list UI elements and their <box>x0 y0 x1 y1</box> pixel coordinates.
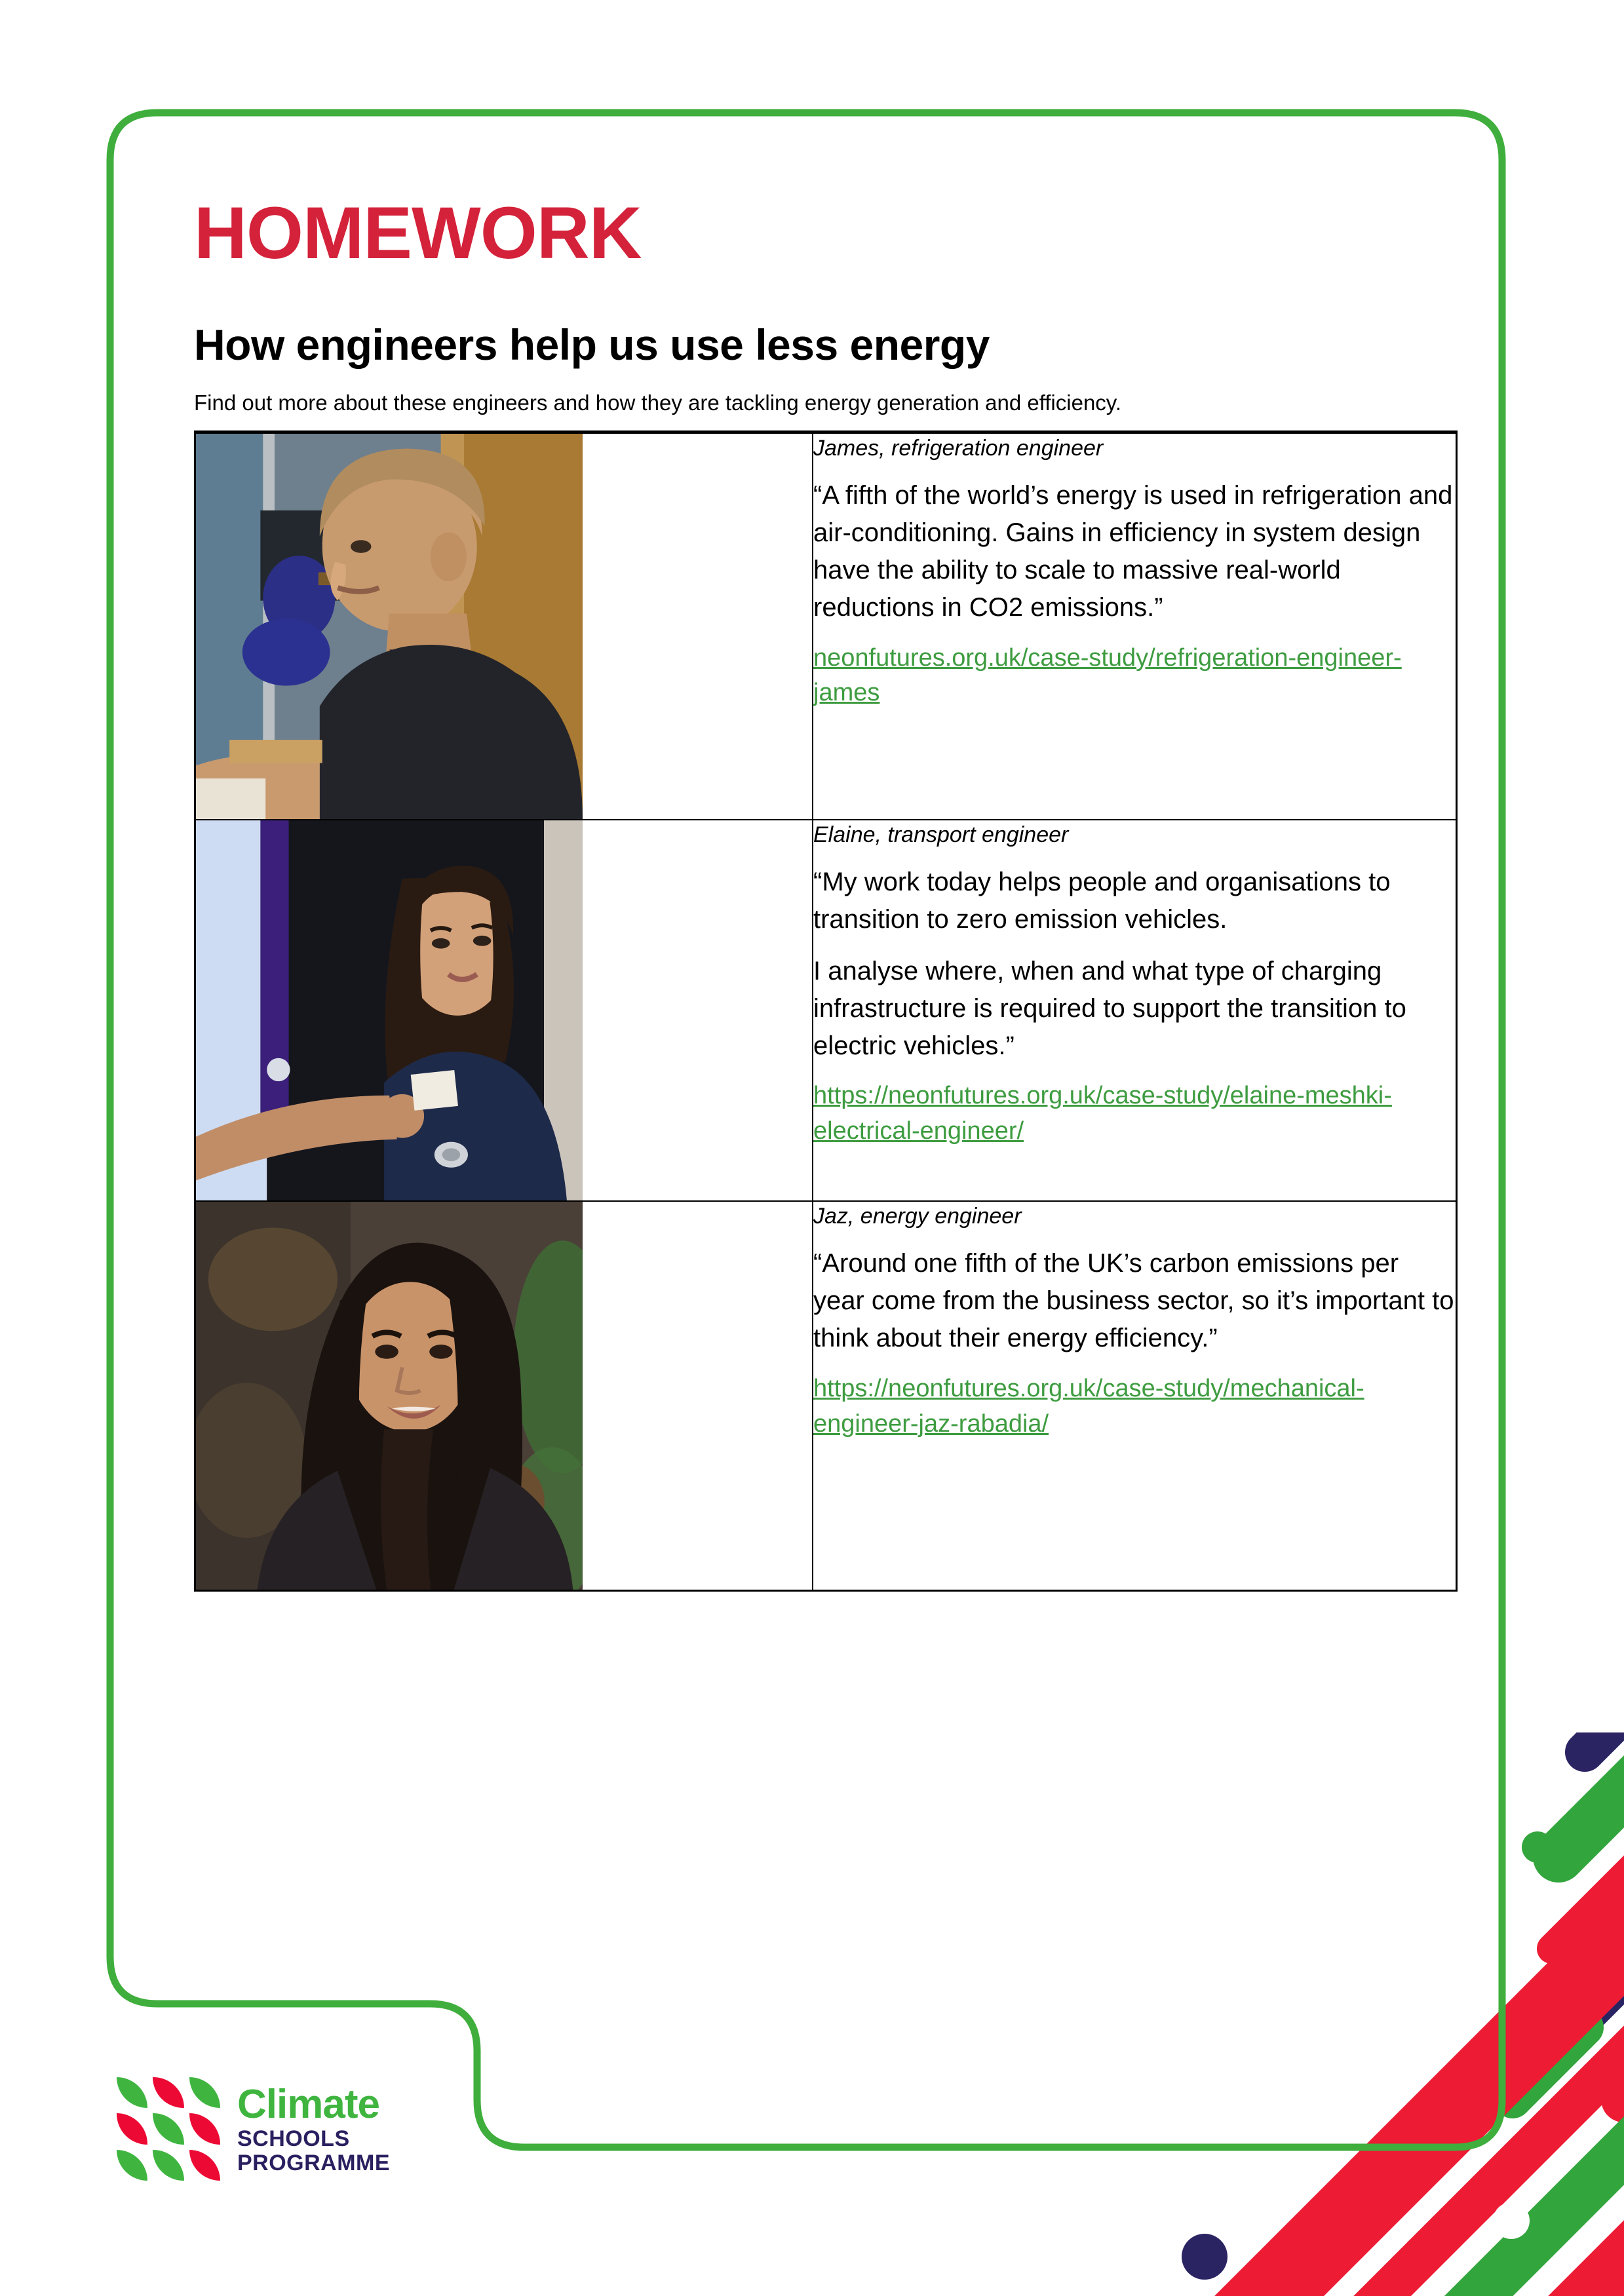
logo-wordmark <box>237 2081 391 2175</box>
engineer-role: Jaz, energy engineer <box>813 1204 1022 1229</box>
engineer-role: Elaine, transport engineer <box>813 822 1069 848</box>
table-row <box>195 1201 1457 1591</box>
leaf-tile <box>153 2113 184 2144</box>
photo-cell <box>195 1201 813 1591</box>
case-study-link[interactable]: https://neonfutures.org.uk/case-study/elaine-meshki-electrical-engineer/ <box>813 1082 1392 1145</box>
climate-schools-programme-logo <box>117 2077 390 2181</box>
intro-text: Find out more about these engineers and how they are tackling energy generation and efficiency. <box>194 390 1122 415</box>
green-dot <box>1522 1831 1553 1863</box>
photo-cell <box>195 432 813 820</box>
logo-schools-text: SCHOOLS <box>237 2126 350 2151</box>
text-cell <box>813 432 1457 820</box>
engineer-quote: “A fifth of the world’s energy is used in refrigeration and air-conditioning. Gains in efficiency in system design have the ability to scale to massive real-world reductions in CO2 emissions.” <box>813 481 1453 622</box>
engineer-role: James, refrigeration engineer <box>813 436 1104 461</box>
james-photo <box>196 434 583 819</box>
engineers-table <box>194 430 1458 1592</box>
leaf-tile <box>153 2077 184 2108</box>
table-row <box>195 820 1457 1201</box>
text-cell <box>813 820 1457 1201</box>
page-content <box>194 192 1465 1592</box>
leaf-tile <box>117 2113 147 2144</box>
engineer-quote: “Around one fifth of the UK’s carbon emissions per year come from the business sector, so it’s important to think about their energy efficiency.” <box>813 1249 1454 1352</box>
case-study-link[interactable]: neonfutures.org.uk/case-study/refrigeration-engineer-james <box>813 643 1402 707</box>
leaf-tile <box>117 2150 147 2181</box>
text-cell <box>813 1201 1457 1591</box>
case-study-link[interactable]: https://neonfutures.org.uk/case-study/mechanical-engineer-jaz-rabadia/ <box>813 1374 1364 1438</box>
table-row <box>195 432 1457 820</box>
white-notch <box>1493 2202 1530 2239</box>
leaf-tile <box>189 2113 220 2144</box>
leaf-tile <box>189 2150 220 2181</box>
section-title: How engineers help us use less energy <box>194 320 990 369</box>
engineer-quote: “My work today helps people and organisations to transition to zero emission vehicles. <box>813 868 1391 934</box>
logo-leaf-grid-icon <box>117 2077 220 2181</box>
navy-dot <box>1182 2234 1228 2280</box>
leaf-tile <box>117 2077 147 2108</box>
logo-programme-text: PROGRAMME <box>237 2150 391 2175</box>
logo-climate-text: Climate <box>237 2081 379 2127</box>
elaine-photo <box>196 820 583 1200</box>
page-title: HOMEWORK <box>194 192 642 274</box>
photo-cell <box>195 820 813 1201</box>
jaz-photo <box>196 1202 583 1590</box>
leaf-tile <box>153 2150 184 2181</box>
decorative-corner-artwork <box>1126 1732 1624 2296</box>
engineer-quote-2: I analyse where, when and what type of charging infrastructure is required to support the transition to electric vehicles.” <box>813 956 1406 1060</box>
leaf-tile <box>189 2077 220 2108</box>
